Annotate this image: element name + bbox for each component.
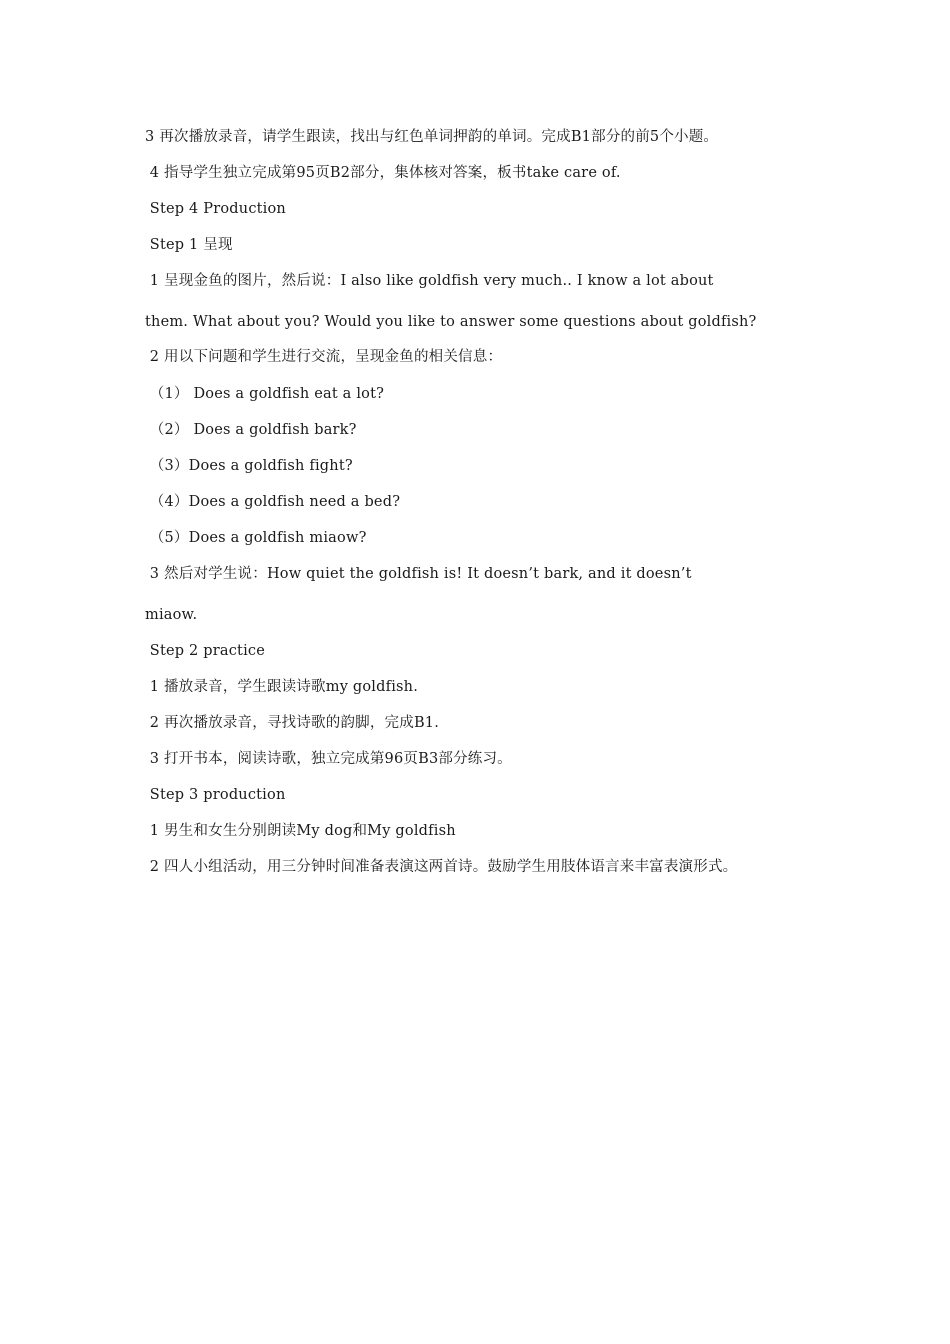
text-line-13: 3 然后对学生说：How quiet the goldfish is! It doesn’t bark, and it doesn’t: [145, 566, 692, 582]
text-line-8: （1） Does a goldfish eat a lot?: [145, 386, 385, 402]
text-line-17: 2 再次播放录音，寻找诗歌的韵脚，完成B1.: [145, 715, 440, 731]
text-line-5: 1 呈现金鱼的图片，然后说：I also like goldfish very much.. I know a lot about: [145, 273, 714, 289]
text-line-2: 4 指导学生独立完成第95页B2部分，集体核对答案，板书take care of.: [145, 165, 621, 181]
text-line-18: 3 打开书本，阅读诗歌，独立完成第96页B3部分练习。: [145, 751, 512, 767]
text-line-3: Step 4 Production: [145, 201, 286, 217]
text-line-11: （4）Does a goldfish need a bed?: [145, 494, 401, 510]
text-line-16: 1 播放录音，学生跟读诗歌my goldfish.: [145, 679, 419, 695]
text-line-21: 2 四人小组活动，用三分钟时间准备表演这两首诗。鼓励学生用肢体语言来丰富表演形式。: [145, 859, 738, 875]
text-line-15: Step 2 practice: [145, 643, 266, 659]
text-line-6: them. What about you? Would you like to answer some questions about goldfish?: [145, 314, 757, 330]
text-line-9: （2） Does a goldfish bark?: [145, 422, 357, 438]
text-line-12: （5）Does a goldfish miaow?: [145, 530, 367, 546]
text-line-1: 3 再次播放录音，请学生跟读，找出与红色单词押韵的单词。完成B1部分的前5个小题。: [145, 129, 719, 145]
text-line-20: 1 男生和女生分别朗读My dog和My goldfish: [145, 823, 456, 839]
text-line-10: （3）Does a goldfish fight?: [145, 458, 353, 474]
text-line-19: Step 3 production: [145, 787, 286, 803]
text-line-7: 2 用以下问题和学生进行交流，呈现金鱼的相关信息：: [145, 349, 503, 365]
text-line-14: miaow.: [145, 607, 198, 623]
text-line-4: Step 1 呈现: [145, 237, 233, 253]
